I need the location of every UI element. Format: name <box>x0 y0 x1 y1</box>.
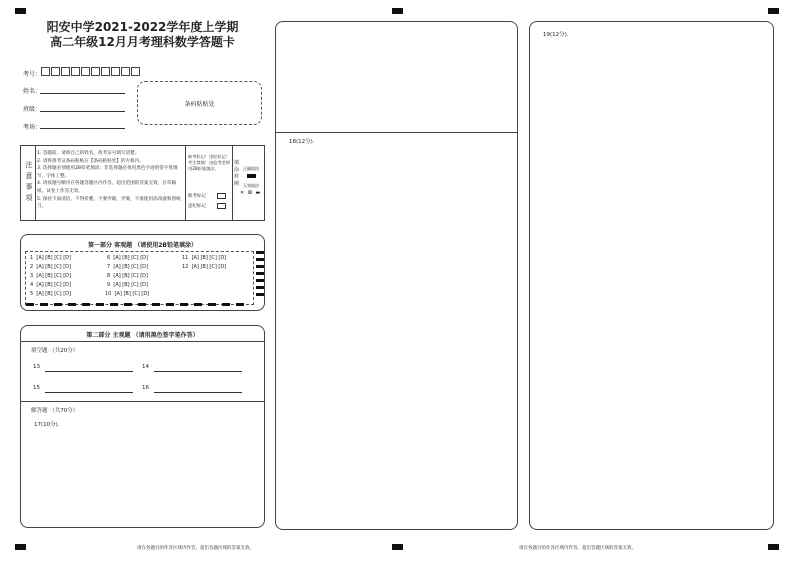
class-label: 班级： <box>23 106 42 113</box>
q15-label: 15 <box>33 385 40 391</box>
q13-label: 13 <box>33 364 40 370</box>
question-row-10[interactable]: 10 [A] [B] [C] [D] <box>105 291 150 297</box>
question-row-2[interactable]: 2 [A] [B] [C] [D] <box>30 264 71 270</box>
violation-label: 违纪标记 <box>188 204 206 209</box>
timing-mark <box>15 8 26 14</box>
question-row-7[interactable]: 7 [A] [B] [C] [D] <box>107 264 148 270</box>
timing-mark <box>768 544 779 550</box>
q13-answer-line[interactable] <box>45 371 133 372</box>
timing-mark <box>768 8 779 14</box>
subjective-panel <box>20 325 265 528</box>
q17-continued-area[interactable] <box>276 22 517 132</box>
subjective-title: 第二部分 主观题 （请用黑色签字笔作答） <box>86 332 199 339</box>
absent-checkbox[interactable] <box>217 193 226 199</box>
q18-answer-area[interactable] <box>280 148 513 524</box>
school-title: 阳安中学2021-2022学年度上学期 <box>46 20 239 34</box>
timing-mark <box>15 544 26 550</box>
notice-box <box>20 145 265 221</box>
question-row-4[interactable]: 4 [A] [B] [C] [D] <box>30 282 71 288</box>
question-row-1[interactable]: 1 [A] [B] [C] [D] <box>30 255 71 261</box>
objective-panel <box>20 234 265 311</box>
q15-answer-line[interactable] <box>45 392 133 393</box>
question-row-5[interactable]: 5 [A] [B] [C] [D] <box>30 291 71 297</box>
notice-items: 1. 答题前，请将自己的姓名、准考证号填写清楚。 2. 请将准考证条码粘贴在【条码粘贴处】的方框内。 3. 选择题必须使用2B铅笔填涂；非选择题必须用黑色字迹的签字笔填写，字体工整。 4. 请按题号顺序在各题答题区内作答，超出范围的答案无效，在草稿纸、试卷上作答无效。 5. 保持卡面清洁，不得折叠、不要弄破、弄皱，不准使用涂改液和刮纸刀。 <box>37 151 181 210</box>
wrong-fill-sample: ✕ ⊠ ▬ <box>240 190 262 196</box>
question-row-9[interactable]: 9 [A] [B] [C] [D] <box>107 282 148 288</box>
violation-checkbox[interactable] <box>217 203 226 209</box>
footer-note-right: 请在各题目的作答区域内作答，超出答题区域的答案无效。 <box>519 546 636 551</box>
notice-vertical-label: 注意事项 <box>25 161 33 202</box>
proctor-note: 缺考标记！违纪标记！考生禁填！由监考老师用2B铅笔填涂。 <box>188 154 230 171</box>
fill-example-label: 填涂样例 <box>234 160 240 187</box>
q16-label: 16 <box>142 385 149 391</box>
name-field[interactable] <box>40 93 125 94</box>
footer-note-left: 请在各题目的作答区域内作答，超出答题区域的答案无效。 <box>137 546 254 551</box>
room-field[interactable] <box>40 128 125 129</box>
question-row-6[interactable]: 6 [A] [B] [C] [D] <box>107 255 148 261</box>
timing-mark <box>392 8 403 14</box>
q18-label: 18(12分). <box>289 139 315 145</box>
barcode-area: 条码粘贴处 <box>137 81 262 125</box>
absent-label: 缺考标记 <box>188 194 206 199</box>
id-label: 考号： <box>23 71 42 78</box>
timing-mark <box>392 544 403 550</box>
question-row-8[interactable]: 8 [A] [B] [C] [D] <box>107 273 148 279</box>
middle-answer-panel <box>275 21 518 530</box>
q14-label: 14 <box>142 364 149 370</box>
room-label: 考场： <box>23 124 42 131</box>
q17-label: 17(10分). <box>34 422 60 428</box>
question-row-11[interactable]: 11 [A] [B] [C] [D] <box>182 255 227 261</box>
q19-answer-area[interactable] <box>534 42 769 524</box>
name-label: 姓名： <box>23 88 42 95</box>
answer-section-title: 解答题 （共70分） <box>31 408 79 414</box>
question-row-12[interactable]: 12 [A] [B] [C] [D] <box>182 264 227 270</box>
q14-answer-line[interactable] <box>154 371 242 372</box>
right-answer-panel <box>529 21 774 530</box>
correct-fill-label: 正确填涂 <box>243 166 259 171</box>
class-field[interactable] <box>40 111 125 112</box>
q19-label: 19(12分). <box>543 32 569 38</box>
correct-fill-sample <box>247 174 256 178</box>
wrong-fill-label: 无效填涂 <box>243 183 259 188</box>
exam-title: 高二年级12月月考理科数学答题卡 <box>50 35 235 49</box>
fill-section-title: 填空题 （共20分） <box>31 348 79 354</box>
q16-answer-line[interactable] <box>154 392 242 393</box>
q17-answer-area[interactable] <box>25 430 260 524</box>
question-row-3[interactable]: 3 [A] [B] [C] [D] <box>30 273 71 279</box>
objective-title: 第一部分 客观题 （请使用2B铅笔填涂） <box>88 242 197 249</box>
